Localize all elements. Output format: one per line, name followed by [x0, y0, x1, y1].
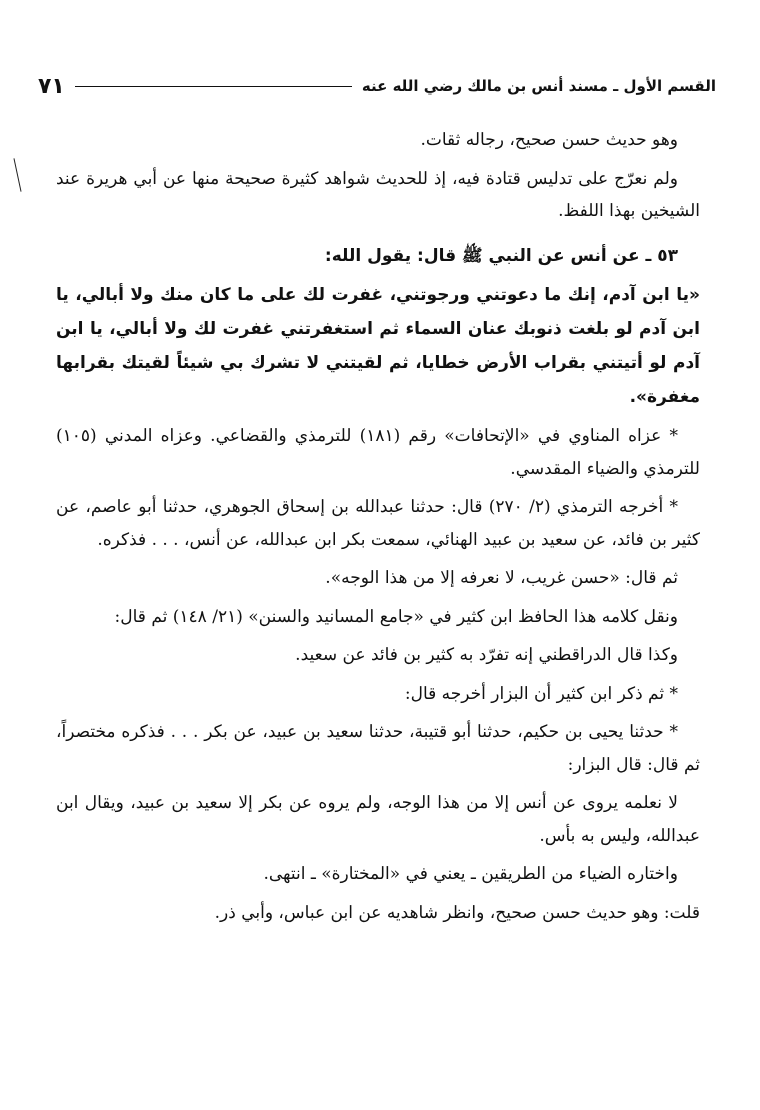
running-title: القسم الأول ـ مسند أنس بن مالك رضي الله عنه — [361, 77, 716, 95]
paragraph: * حدثنا يحيى بن حكيم، حدثنا أبو قتيبة، حدثنا سعيد بن عبيد، عن بكر . . . فذكره مختصراً، ثم قال: قال البزار: — [56, 722, 700, 775]
paragraph: وهو حديث حسن صحيح، رجاله ثقات. — [420, 130, 678, 150]
paragraph: لا نعلمه يروى عن أنس إلا من هذا الوجه، ولم يروه عن بكر إلا سعيد بن عبيد، ويقال ابن عبدالله، وليس به بأس. — [56, 793, 700, 846]
header-rule — [75, 86, 352, 87]
paragraph: ونقل كلامه هذا الحافظ ابن كثير في «جامع المسانيد والسنن» (٢١/ ١٤٨) ثم قال: — [114, 606, 678, 627]
paragraph: * عزاه المناوي في «الإتحافات» رقم (١٨١) للترمذي والقضاعي. وعزاه المدني (١٠٥) للترمذي والضياء المقدسي. — [56, 426, 700, 479]
paragraph: * أخرجه الترمذي (٢/ ٢٧٠) قال: حدثنا عبدالله بن إسحاق الجوهري، حدثنا أبو عاصم، عن كثير بن فائد، عن سعيد بن عبيد الهنائي، سمعت بكر ابن عبدالله، عن أنس، . . . فذكره. — [56, 497, 700, 550]
hadith-text: «يا ابن آدم، إنك ما دعوتني ورجوتني، غفرت لك على ما كان منك ولا أبالي، يا ابن آدم لو بلغت ذنوبك عنان السماء ثم استغفرتني غفرت لك ولا أبالي، يا ابن آدم لو أتيتني بقراب الأرض خطايا، ثم لقيتني لا تشرك بي شيئاً لقيتك بقرابها مغفرة». — [56, 285, 700, 407]
paragraph: قلت: وهو حديث حسن صحيح، وانظر شاهديه عن ابن عباس، وأبي ذر. — [214, 902, 700, 923]
paragraph: وكذا قال الدراقطني إنه تفرّد به كثير بن فائد عن سعيد. — [295, 645, 678, 665]
page-header — [38, 66, 716, 106]
page-body — [56, 124, 700, 935]
page-number: ٧١ — [38, 73, 65, 99]
hadith-heading: ٥٣ ـ عن أنس عن النبي ﷺ قال: يقول الله: — [324, 245, 678, 266]
paragraph: * ثم ذكر ابن كثير أن البزار أخرجه قال: — [404, 683, 678, 704]
paragraph: ثم قال: «حسن غريب، لا نعرفه إلا من هذا الوجه». — [325, 568, 678, 588]
paragraph: واختاره الضياء من الطريقين ـ يعني في «المختارة» ـ انتهى. — [263, 864, 678, 884]
paragraph: ولم نعرّج على تدليس قتادة فيه، إذ للحديث شواهد كثيرة صحيحة منها عن أبي هريرة عند الشيخين بهذا اللفظ. — [56, 168, 700, 221]
margin-mark — [13, 158, 21, 191]
